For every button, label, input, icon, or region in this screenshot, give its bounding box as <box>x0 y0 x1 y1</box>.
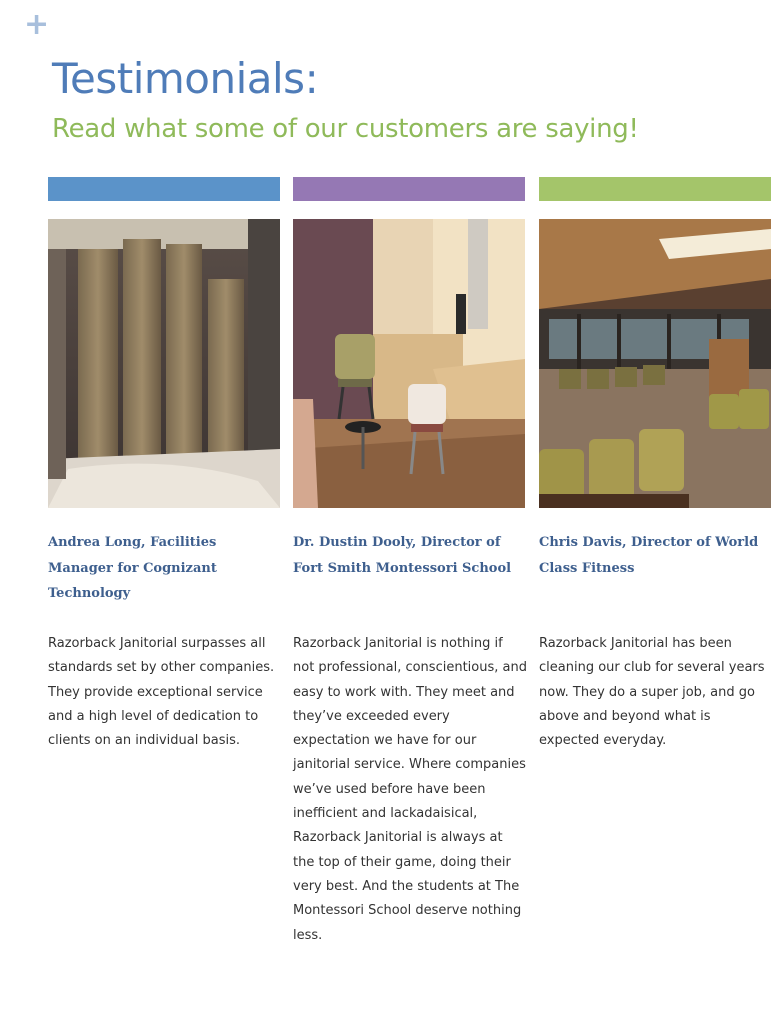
accent-bar-purple <box>293 177 525 201</box>
page-subtitle: Read what some of our customers are saying! <box>52 114 639 144</box>
accent-bar-blue <box>48 177 280 201</box>
testimonial-name-3: Chris Davis, Director of World Class Fitness <box>539 535 759 576</box>
waiting-room-photo <box>539 219 771 508</box>
testimonial-quote-1: Razorback Janitorial surpasses all standards set by other companies. They provide exceptional service and a high level of dedication to clients on an individual basis. <box>48 636 275 749</box>
plus-icon: + <box>24 7 50 42</box>
testimonial-name-2: Dr. Dustin Dooly, Director of Fort Smith Montessori School <box>293 535 512 576</box>
testimonial-quote-2: Razorback Janitorial is nothing if not professional, conscientious, and easy to work with. They meet and they’ve exceeded every expectation we have for our janitorial service. Where companies we’ve used before have been inefficient and lackadaisical, Razorback Janitorial is always at the top of their game, doing their very best. And the students at The Montessori School deserve nothing less. <box>293 636 527 943</box>
testimonial-name-1: Andrea Long, Facilities Manager for Cognizant Technology <box>48 535 217 601</box>
page-title: Testimonials: <box>52 54 319 103</box>
accent-bar-green <box>539 177 771 201</box>
testimonial-quote-3: Razorback Janitorial has been cleaning our club for several years now. They do a super job, and go above and beyond what is expected everyday. <box>539 636 765 749</box>
exam-room-photo <box>293 219 525 508</box>
restroom-stalls-photo <box>48 219 280 508</box>
